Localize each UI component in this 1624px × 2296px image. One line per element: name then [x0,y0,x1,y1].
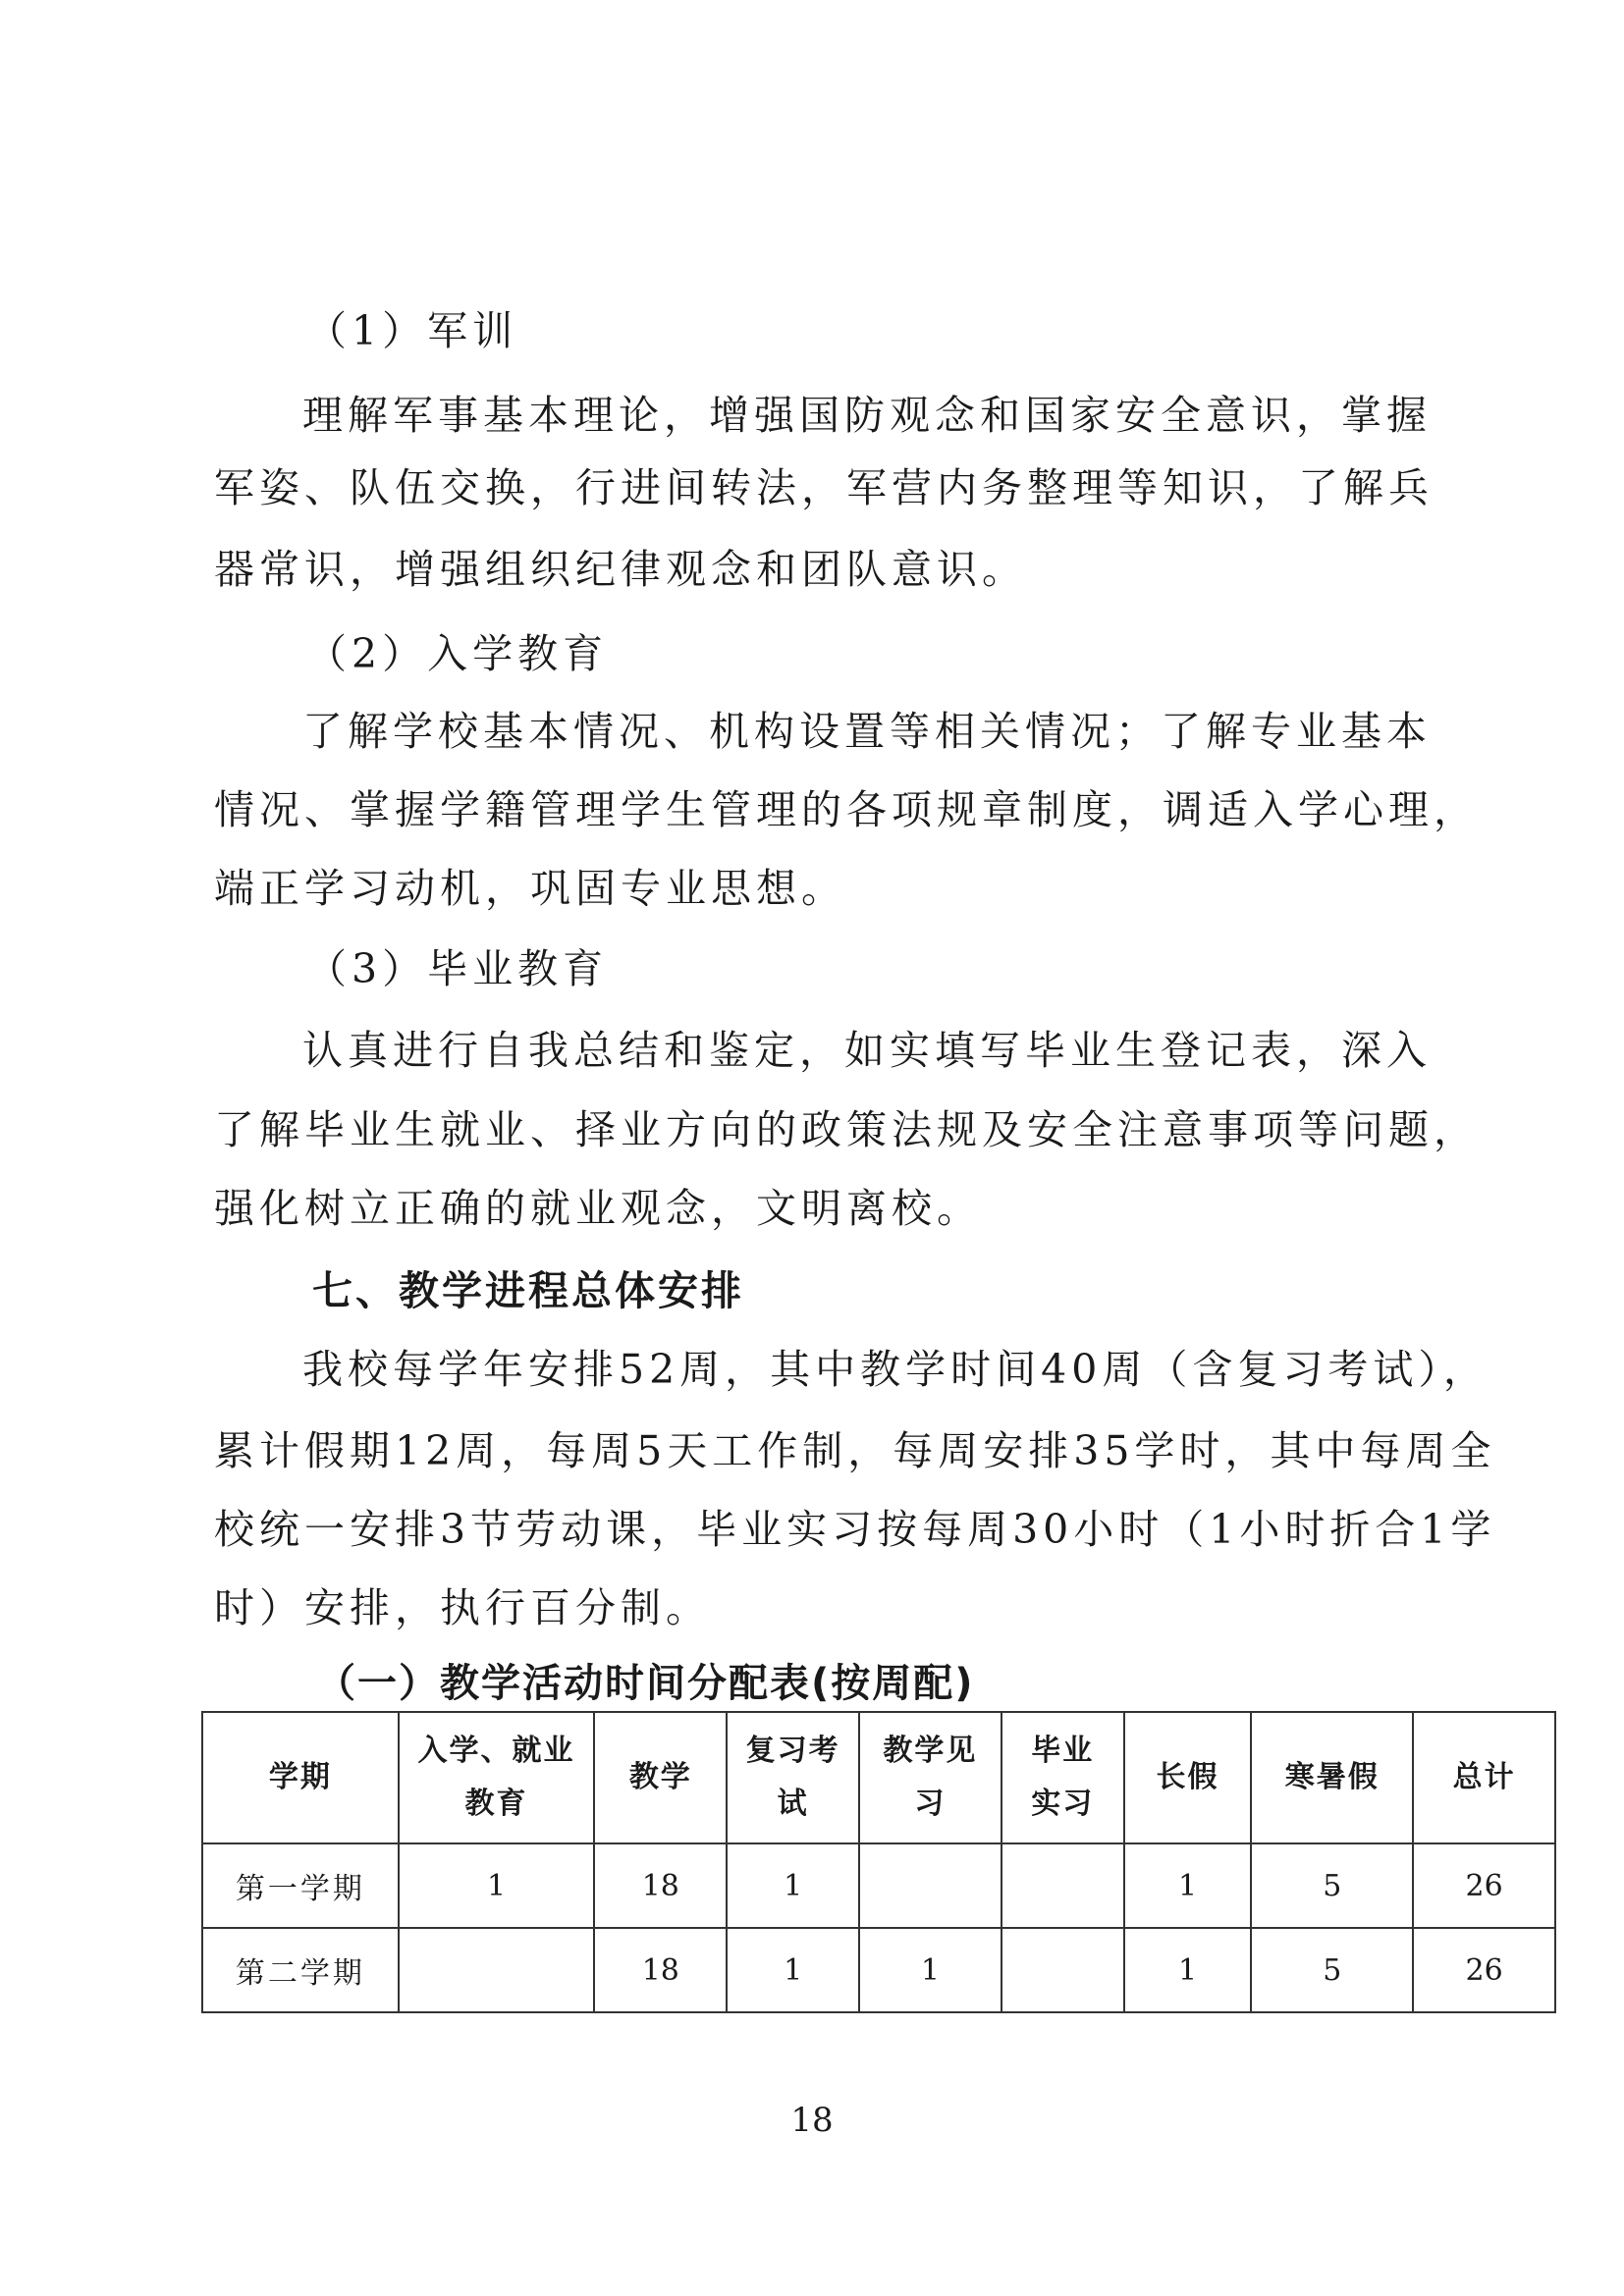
header-cell-graduation-internship: 毕业 实习 [1001,1712,1124,1843]
table-cell [1001,1843,1124,1928]
table-cell: 18 [594,1843,727,1928]
section-heading: 七、教学进程总体安排 [312,1267,744,1314]
paragraph-line: 了解毕业生就业、择业方向的政策法规及安全注意事项等问题， [214,1106,1479,1153]
table-cell: 5 [1251,1843,1413,1928]
paragraph-line: 理解军事基本理论，增强国防观念和国家安全意识，掌握 [302,392,1432,439]
header-cell-teaching: 教学 [594,1712,727,1843]
table-cell [1001,1928,1124,2012]
paragraph-line: 端正学习动机，巩固专业思想。 [214,865,846,912]
time-allocation-table [201,1711,1556,2013]
subsection-heading-enrollment: （2）入学教育 [306,630,609,677]
table-caption: （一）教学活动时间分配表(按周配) [316,1661,975,1706]
paragraph-line: 强化树立正确的就业观念，文明离校。 [214,1185,982,1232]
table-cell: 26 [1413,1928,1555,2012]
paragraph-line: 军姿、队伍交换，行进间转法，军营内务整理等知识，了解兵 [214,464,1434,511]
table-row [202,1843,1555,1928]
table-header-row [202,1712,1555,1843]
header-cell-winter-summer-vacation: 寒暑假 [1251,1712,1413,1843]
table-cell: 1 [1124,1928,1252,2012]
table-cell [859,1843,1001,1928]
table-row [202,1928,1555,2012]
table-cell: 1 [727,1928,859,2012]
table-cell: 1 [1124,1843,1252,1928]
table-cell: 1 [859,1928,1001,2012]
header-cell-teaching-practice: 教学见 习 [859,1712,1001,1843]
subsection-heading-graduation: （3）毕业教育 [306,945,609,992]
table-cell: 5 [1251,1928,1413,2012]
table-cell: 18 [594,1928,727,2012]
paragraph-line: 情况、掌握学籍管理学生管理的各项规章制度，调适入学心理， [214,786,1479,833]
paragraph-line: 了解学校基本情况、机构设置等相关情况；了解专业基本 [302,708,1432,755]
header-cell-total: 总计 [1413,1712,1555,1843]
header-cell-review-exam: 复习考 试 [727,1712,859,1843]
paragraph-line: 校统一安排3节劳动课，毕业实习按每周30小时（1小时折合1学 [214,1506,1496,1553]
table-cell: 26 [1413,1843,1555,1928]
subsection-heading-military-training: （1）军训 [306,307,518,354]
paragraph-line: 我校每学年安排52周，其中教学时间40周（含复习考试）， [302,1346,1489,1393]
paragraph-line: 累计假期12周，每周5天工作制，每周安排35学时，其中每周全 [214,1427,1496,1474]
paragraph-line: 认真进行自我总结和鉴定，如实填写毕业生登记表，深入 [302,1027,1432,1074]
table-cell [399,1928,595,2012]
header-cell-term: 学期 [202,1712,399,1843]
paragraph-line: 时）安排，执行百分制。 [214,1584,711,1631]
table-cell-term: 第二学期 [202,1928,399,2012]
paragraph-line: 器常识，增强组织纪律观念和团队意识。 [214,546,1027,593]
table-cell-term: 第一学期 [202,1843,399,1928]
page-number: 18 [790,2101,834,2140]
header-cell-long-holiday: 长假 [1124,1712,1252,1843]
header-cell-enrollment-employment-education: 入学、就业 教育 [399,1712,595,1843]
table-cell: 1 [399,1843,595,1928]
table-cell: 1 [727,1843,859,1928]
